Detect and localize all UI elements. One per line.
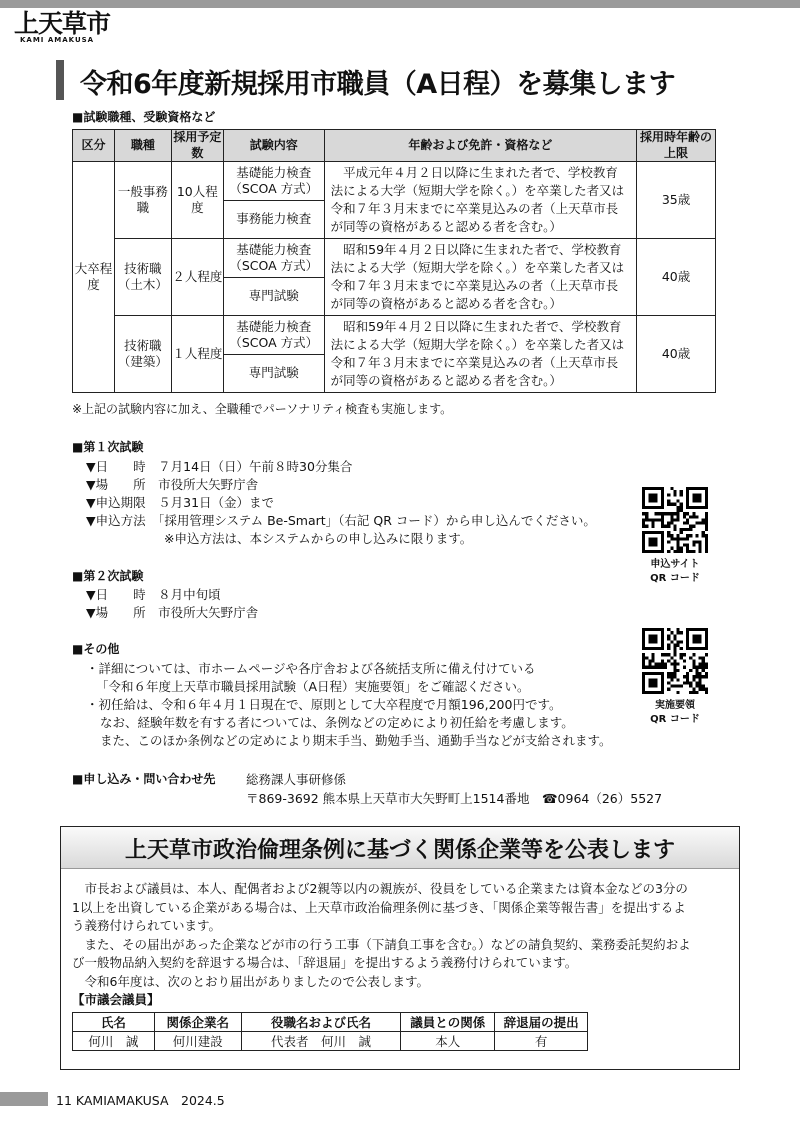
cell-withdraw: 有: [495, 1032, 588, 1051]
header-kubun: 区分: [73, 130, 115, 162]
age-cell: 40歳: [637, 316, 716, 393]
other-line: また、このほか条例などの定めにより期末手当、勤勉手当、通勤手当などが支給されます。: [100, 733, 612, 748]
header-nenrei: 採用時年齢の上限: [637, 130, 716, 162]
article-title: 令和6年度新規採用市職員（A日程）を募集します: [80, 69, 676, 100]
qr-caption-line2: QR コード: [650, 714, 700, 725]
count-cell: 10人程度: [171, 162, 223, 239]
contact-label: ■申し込み・問い合わせ先: [72, 772, 216, 786]
other-line: 「令和６年度上天草市職員採用試験（A日程）実施要領」をご確認ください。: [96, 679, 530, 694]
para-line: 令和6年度は、次のとおり届出がありましたので公表します。: [72, 973, 429, 989]
other-line: ・初任給は、令和６年４月１日現在で、原則として大卒程度で月額196,200円です。: [86, 697, 562, 712]
header-withdraw: 辞退届の提出: [495, 1013, 588, 1032]
para-line: 1以上を出資している企業がある場合は、上天草市政治倫理条例に基づき、「関係企業等報告書」を提出するよ: [72, 899, 686, 915]
second-exam-heading: ■第２次試験: [72, 569, 144, 583]
header-company: 関係企業名: [154, 1013, 241, 1032]
first-exam-method-note: ※申込方法は、本システムからの申し込みに限ります。: [164, 531, 473, 546]
other-line: なお、経験年数を有する者については、条例などの定めにより初任給を考慮します。: [100, 715, 574, 730]
guideline-qr-code[interactable]: [642, 628, 708, 694]
logo-subtext: KAMI AMAKUSA: [20, 36, 95, 44]
other-heading: ■その他: [72, 642, 120, 656]
cell-relation: 本人: [401, 1032, 495, 1051]
disclosure-table: [72, 1012, 588, 1051]
ethics-paragraph: [72, 880, 722, 1010]
qr-caption-line1: 申込サイト: [650, 559, 700, 570]
qr-caption-line1: 実施要領: [655, 700, 695, 711]
test1-cell: 基礎能力検査（SCOA 方式）: [223, 162, 324, 201]
test1-cell: 基礎能力検査（SCOA 方式）: [223, 239, 324, 278]
age-cell: 35歳: [637, 162, 716, 239]
shokushu-cell: 技術職（建築）: [114, 316, 171, 393]
application-qr-code[interactable]: [642, 487, 708, 553]
second-exam-date: ▼日 時 ８月中旬頃: [86, 587, 221, 602]
test2-cell: 事務能力検査: [223, 200, 324, 239]
table-row: [73, 1032, 588, 1051]
count-cell: １人程度: [171, 316, 223, 393]
ethics-title: 上天草市政治倫理条例に基づく関係企業等を公表します: [124, 838, 675, 863]
city-logo: [14, 10, 124, 46]
cell-name: 何川 誠: [73, 1032, 155, 1051]
header-shikaku: 年齢および免許・資格など: [324, 130, 636, 162]
contact-address: 〒869-3692 熊本県上天草市大矢野町上1514番地 ☎0964（26）5527: [246, 791, 663, 806]
qr-caption-line2: QR コード: [650, 573, 700, 584]
page-footer: 11 KAMIAMAKUSA 2024.5: [56, 1093, 225, 1108]
table-row: [73, 316, 716, 355]
first-exam-heading: ■第１次試験: [72, 440, 144, 454]
recruitment-table: [72, 129, 716, 393]
shokushu-cell: 一般事務職: [114, 162, 171, 239]
footer-bar: [0, 1092, 48, 1106]
contact-dept: 総務課人事研修係: [246, 772, 347, 787]
header-shokushu: 職種: [114, 130, 171, 162]
header-saiyo: 採用予定数: [171, 130, 223, 162]
table-row: [73, 162, 716, 201]
header-name: 氏名: [73, 1013, 155, 1032]
test1-cell: 基礎能力検査（SCOA 方式）: [223, 316, 324, 355]
test2-cell: 専門試験: [223, 354, 324, 393]
para-line: う義務付けられています。: [72, 918, 222, 933]
other-line: ・詳細については、市ホームページや各庁舎および各統括支所に備え付けている: [86, 661, 536, 676]
requirement-cell: 平成元年４月２日以降に生まれた者で、学校教育法による大学（短期大学を除く。）を卒業した者又は令和７年３月末までに卒業見込みの者（上天草市長が同等の資格があると認める者を含む。）: [324, 162, 636, 239]
section-heading-exam: ■試験職種、受験資格など: [72, 110, 216, 124]
header-naiyo: 試験内容: [223, 130, 324, 162]
cell-company: 何川建設: [154, 1032, 241, 1051]
title-accent-bar: [56, 60, 64, 100]
count-cell: ２人程度: [171, 239, 223, 316]
requirement-cell: 昭和59年４月２日以降に生まれた者で、学校教育法による大学（短期大学を除く。）を卒業した者又は令和７年３月末までに卒業見込みの者（上天草市長が同等の資格があると認める者を含む。）: [324, 316, 636, 393]
ethics-title-bar: [61, 827, 739, 869]
top-bar: [0, 0, 800, 8]
requirement-cell: 昭和59年４月２日以降に生まれた者で、学校教育法による大学（短期大学を除く。）を卒業した者又は令和７年３月末までに卒業見込みの者（上天草市長が同等の資格があると認める者を含む。）: [324, 239, 636, 316]
kubun-cell: 大卒程度: [73, 162, 115, 393]
first-exam-place: ▼場 所 市役所大矢野庁舎: [86, 477, 259, 492]
para-line: 市長および議員は、本人、配偶者および2親等以内の親族が、役員をしている企業または資本金などの3分の: [72, 881, 688, 896]
para-line: び一般物品納入契約を辞退する場合は、「辞退届」を提出するよう義務付けられています。: [72, 955, 578, 970]
first-exam-date: ▼日 時 ７月14日（日）午前８時30分集合: [86, 459, 353, 474]
para-line: また、その届出があった企業などが市の行う工事（下請負工事を含む。）などの請負契約、業務委託契約およ: [72, 936, 691, 952]
cell-role: 代表者 何川 誠: [241, 1032, 401, 1051]
table-row: [73, 239, 716, 278]
age-cell: 40歳: [637, 239, 716, 316]
table-note: ※上記の試験内容に加え、全職種でパーソナリティ検査も実施します。: [72, 402, 453, 416]
first-exam-method: ▼申込方法 「採用管理システム Be-Smart」（右記 QR コード）から申し込んでください。: [86, 513, 596, 528]
test2-cell: 専門試験: [223, 277, 324, 316]
qr-caption: [635, 699, 715, 727]
council-subheading: 【市議会議員】: [72, 992, 160, 1007]
shokushu-cell: 技術職（土木）: [114, 239, 171, 316]
qr-caption: [635, 558, 715, 586]
header-role: 役職名および氏名: [241, 1013, 401, 1032]
second-exam-place: ▼場 所 市役所大矢野庁舎: [86, 605, 259, 620]
logo-text: 上天草市: [14, 9, 111, 38]
first-exam-deadline: ▼申込期限 ５月31日（金）まで: [86, 495, 275, 510]
header-relation: 議員との関係: [401, 1013, 495, 1032]
